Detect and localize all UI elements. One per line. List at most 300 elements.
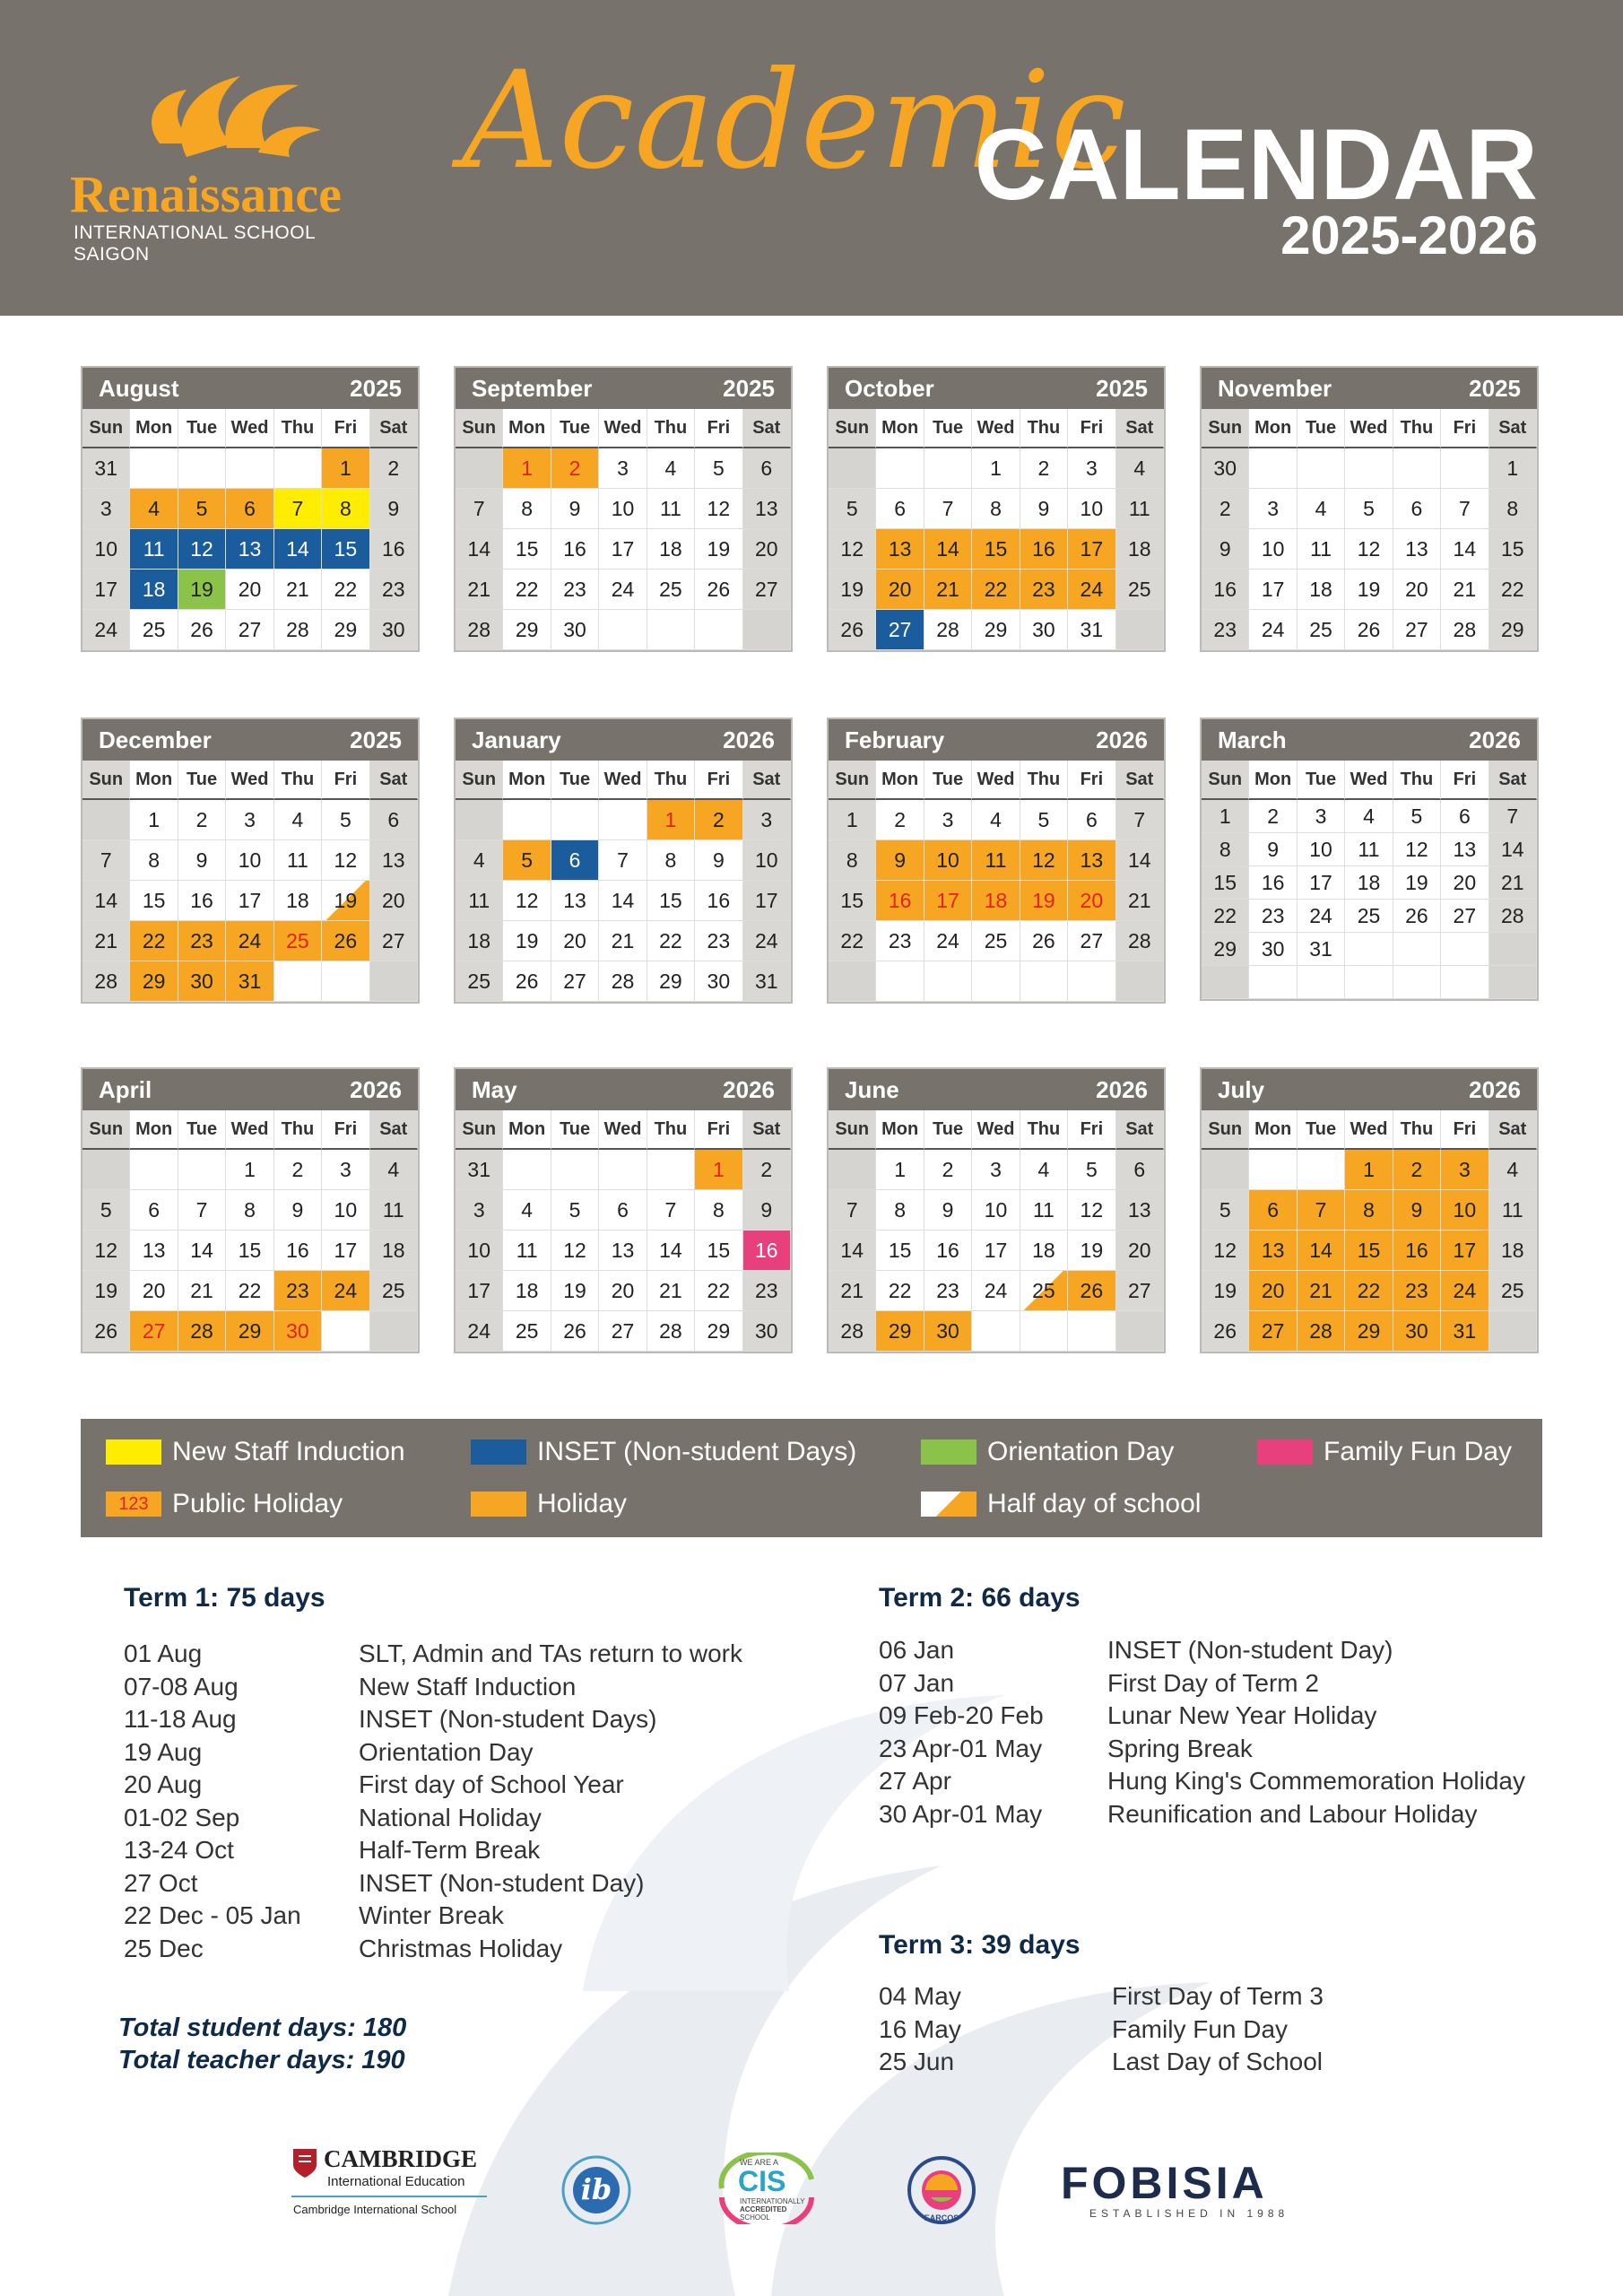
day-cell: 20 (551, 921, 599, 961)
day-cell: 5 (695, 448, 742, 489)
day-cell: 18 (1020, 1231, 1068, 1271)
weekday-header: Tue (1298, 1110, 1345, 1150)
weekday-header: Thu (274, 761, 322, 800)
day-cell: 14 (82, 881, 130, 921)
day-cell: 10 (1441, 1190, 1488, 1231)
month-october (827, 366, 1166, 652)
day-cell: 5 (1202, 1190, 1249, 1231)
day-cell: 28 (1298, 1311, 1345, 1352)
empty-day-cell (1020, 1311, 1068, 1352)
day-cell: 27 (1068, 921, 1115, 961)
weekday-header: Fri (1441, 761, 1488, 800)
day-cell: 15 (322, 529, 369, 570)
day-cell: 21 (924, 570, 972, 610)
day-cell: 28 (1116, 921, 1164, 961)
day-cell: 22 (503, 570, 551, 610)
day-cell: 6 (130, 1190, 178, 1231)
empty-day-cell (1249, 448, 1297, 489)
month-grid (456, 761, 791, 1002)
day-cell: 20 (1116, 1231, 1164, 1271)
weekday-header: Sat (743, 1110, 791, 1150)
day-cell: 9 (1249, 833, 1297, 866)
legend-new-staff (106, 1437, 405, 1467)
day-cell: 15 (1489, 529, 1537, 570)
cis-top-text: WE ARE A (740, 2158, 779, 2167)
day-cell: 13 (1441, 833, 1488, 866)
event-description: Orientation Day (359, 1737, 534, 1766)
day-cell: 12 (695, 489, 742, 529)
weekday-header: Sat (1116, 409, 1164, 448)
month-name: June (845, 1075, 899, 1103)
cis-sub3-text: SCHOOL (740, 2213, 770, 2222)
day-cell: 11 (1345, 833, 1393, 866)
day-cell: 4 (647, 448, 695, 489)
legend-orientation (921, 1437, 1174, 1467)
legend-half-day (921, 1489, 1201, 1519)
empty-day-cell (178, 448, 226, 489)
day-cell: 27 (876, 610, 924, 650)
day-cell: 11 (503, 1231, 551, 1271)
yellow-swatch-icon (106, 1439, 161, 1465)
day-cell: 28 (82, 961, 130, 1002)
month-year: 2025 (350, 374, 402, 402)
day-cell: 19 (322, 881, 369, 921)
day-cell: 23 (551, 570, 599, 610)
day-cell: 4 (1020, 1150, 1068, 1190)
month-april (81, 1067, 420, 1353)
weekday-header: Thu (647, 1110, 695, 1150)
day-cell: 23 (1202, 610, 1249, 650)
day-cell: 30 (178, 961, 226, 1002)
cambridge-school-text: Cambridge International School (293, 2203, 457, 2216)
day-cell: 6 (551, 840, 599, 881)
day-cell: 15 (226, 1231, 273, 1271)
day-cell: 10 (322, 1190, 369, 1231)
day-cell: 28 (274, 610, 322, 650)
day-cell: 27 (1116, 1271, 1164, 1311)
day-cell: 22 (130, 921, 178, 961)
weekday-header: Thu (1020, 409, 1068, 448)
day-cell: 8 (695, 1190, 742, 1231)
month-year: 2026 (350, 1075, 402, 1103)
weekday-header: Sat (1116, 1110, 1164, 1150)
day-cell: 30 (695, 961, 742, 1002)
weekday-header: Tue (178, 1110, 226, 1150)
weekday-header: Tue (551, 1110, 599, 1150)
day-cell: 6 (599, 1190, 647, 1231)
weekday-header: Wed (972, 1110, 1020, 1150)
day-cell: 8 (972, 489, 1020, 529)
empty-day-cell (972, 1311, 1020, 1352)
weekday-header: Mon (876, 1110, 924, 1150)
weekday-header: Fri (1068, 1110, 1115, 1150)
day-cell: 14 (1489, 833, 1537, 866)
month-name: January (472, 726, 561, 753)
day-cell: 9 (551, 489, 599, 529)
empty-day-cell (274, 448, 322, 489)
day-cell: 3 (82, 489, 130, 529)
event-date: 30 Apr-01 May (879, 1799, 1043, 1828)
day-cell: 20 (1249, 1271, 1297, 1311)
day-cell: 27 (1249, 1311, 1297, 1352)
event-date: 07 Jan (879, 1668, 955, 1697)
day-cell: 20 (743, 529, 791, 570)
empty-day-cell (1249, 966, 1297, 999)
day-cell: 5 (1068, 1150, 1115, 1190)
day-cell: 4 (130, 489, 178, 529)
day-cell: 24 (1068, 570, 1115, 610)
months-grid (81, 366, 1538, 1366)
day-cell: 24 (599, 570, 647, 610)
weekday-header: Mon (876, 409, 924, 448)
day-cell: 21 (82, 921, 130, 961)
weekday-header: Fri (695, 1110, 742, 1150)
day-cell: 7 (924, 489, 972, 529)
day-cell: 9 (924, 1190, 972, 1231)
day-cell: 26 (829, 610, 876, 650)
day-cell: 18 (1345, 866, 1393, 900)
day-cell: 24 (82, 610, 130, 650)
empty-day-cell (370, 961, 418, 1002)
cambridge-logo (291, 2145, 489, 2226)
day-cell: 30 (1202, 448, 1249, 489)
day-cell: 16 (370, 529, 418, 570)
month-header (82, 719, 418, 761)
empty-day-cell (1249, 1150, 1297, 1190)
day-cell: 25 (1116, 570, 1164, 610)
day-cell: 19 (1393, 866, 1441, 900)
term2-title: Term 2: 66 days (879, 1583, 1081, 1613)
day-cell: 21 (274, 570, 322, 610)
event-description: National Holiday (359, 1803, 542, 1831)
weekday-header: Sat (1489, 1110, 1537, 1150)
weekday-header: Sun (829, 1110, 876, 1150)
orange-swatch-icon (471, 1492, 526, 1517)
day-cell: 31 (456, 1150, 503, 1190)
event-date: 09 Feb-20 Feb (879, 1701, 1044, 1729)
month-name: August (99, 374, 179, 402)
month-header (829, 719, 1164, 761)
event-description: Winter Break (359, 1901, 504, 1929)
day-cell: 16 (924, 1231, 972, 1271)
day-cell: 10 (743, 840, 791, 881)
empty-day-cell (551, 1150, 599, 1190)
month-september (454, 366, 793, 652)
weekday-header: Sun (82, 1110, 130, 1150)
weekday-header: Sat (1489, 409, 1537, 448)
day-cell: 22 (972, 570, 1020, 610)
day-cell: 16 (1202, 570, 1249, 610)
day-cell: 21 (1441, 570, 1488, 610)
event-date: 25 Jun (879, 2048, 955, 2075)
event-description: First day of School Year (359, 1770, 624, 1798)
day-cell: 19 (1345, 570, 1393, 610)
empty-day-cell (924, 961, 972, 1002)
weekday-header: Tue (551, 409, 599, 448)
event-date: 11-18 Aug (124, 1705, 237, 1733)
weekday-header: Wed (226, 761, 273, 800)
month-year: 2026 (1096, 1075, 1148, 1103)
event-date: 07-08 Aug (124, 1672, 239, 1700)
event-description: First Day of Term 3 (1112, 1982, 1324, 2010)
day-cell: 2 (551, 448, 599, 489)
page-title-year: 2025-2026 (1280, 205, 1538, 265)
day-cell: 22 (695, 1271, 742, 1311)
weekday-header: Mon (130, 409, 178, 448)
day-cell: 5 (551, 1190, 599, 1231)
day-cell: 11 (274, 840, 322, 881)
weekday-header: Tue (178, 761, 226, 800)
empty-day-cell (456, 448, 503, 489)
weekday-header: Mon (503, 409, 551, 448)
empty-day-cell (829, 448, 876, 489)
pink-swatch-icon (1257, 1439, 1313, 1465)
day-cell: 20 (1441, 866, 1488, 900)
day-cell: 9 (1393, 1190, 1441, 1231)
day-cell: 30 (924, 1311, 972, 1352)
event-description: INSET (Non-student Day) (359, 1868, 645, 1897)
empty-day-cell (1068, 1311, 1115, 1352)
day-cell: 21 (647, 1271, 695, 1311)
day-cell: 28 (924, 610, 972, 650)
day-cell: 4 (972, 800, 1020, 840)
day-cell: 23 (1249, 900, 1297, 933)
empty-day-cell (130, 1150, 178, 1190)
empty-day-cell (1489, 1311, 1537, 1352)
day-cell: 4 (370, 1150, 418, 1190)
day-cell: 10 (1298, 833, 1345, 866)
weekday-header: Fri (1441, 1110, 1488, 1150)
day-cell: 16 (1393, 1231, 1441, 1271)
month-header (1202, 719, 1537, 761)
empty-day-cell (1393, 448, 1441, 489)
day-cell: 3 (1298, 800, 1345, 833)
day-cell: 19 (178, 570, 226, 610)
day-cell: 17 (972, 1231, 1020, 1271)
empty-day-cell (695, 610, 742, 650)
event-description: INSET (Non-student Days) (359, 1705, 657, 1733)
legend-inset (471, 1437, 856, 1467)
weekday-header: Wed (1345, 409, 1393, 448)
day-cell: 26 (1020, 921, 1068, 961)
day-cell: 17 (82, 570, 130, 610)
day-cell: 26 (1202, 1311, 1249, 1352)
day-cell: 26 (551, 1311, 599, 1352)
day-cell: 18 (1116, 529, 1164, 570)
day-cell: 21 (456, 570, 503, 610)
cambridge-divider (291, 2196, 487, 2197)
day-cell: 23 (1393, 1271, 1441, 1311)
day-cell: 5 (829, 489, 876, 529)
day-cell: 13 (1116, 1190, 1164, 1231)
empty-day-cell (829, 1150, 876, 1190)
month-name: April (99, 1075, 152, 1103)
event-date: 01-02 Sep (124, 1803, 240, 1831)
day-cell: 8 (829, 840, 876, 881)
month-name: May (472, 1075, 517, 1103)
day-cell: 13 (226, 529, 273, 570)
day-cell: 25 (130, 610, 178, 650)
empty-day-cell (924, 448, 972, 489)
day-cell: 26 (82, 1311, 130, 1352)
day-cell: 17 (226, 881, 273, 921)
month-year: 2026 (1469, 1075, 1521, 1103)
empty-day-cell (647, 610, 695, 650)
day-cell: 1 (130, 800, 178, 840)
public-holiday-swatch-icon: 123 (106, 1492, 161, 1517)
day-cell: 20 (370, 881, 418, 921)
day-cell: 23 (695, 921, 742, 961)
day-cell: 3 (1068, 448, 1115, 489)
day-cell: 18 (370, 1231, 418, 1271)
weekday-header: Fri (322, 1110, 369, 1150)
day-cell: 17 (1068, 529, 1115, 570)
weekday-header: Mon (876, 761, 924, 800)
day-cell: 28 (1489, 900, 1537, 933)
event-description: Lunar New Year Holiday (1107, 1701, 1377, 1729)
day-cell: 30 (1020, 610, 1068, 650)
day-cell: 5 (82, 1190, 130, 1231)
month-grid (1202, 409, 1537, 650)
day-cell: 5 (503, 840, 551, 881)
day-cell: 7 (178, 1190, 226, 1231)
cis-sub1-text: INTERNATIONALLY (740, 2197, 805, 2205)
weekday-header: Tue (1298, 761, 1345, 800)
earcos-logo (906, 2154, 977, 2226)
cis-text: CIS (738, 2165, 786, 2197)
day-cell: 10 (226, 840, 273, 881)
day-cell: 14 (829, 1231, 876, 1271)
day-cell: 27 (226, 610, 273, 650)
ib-text: ib (580, 2172, 612, 2206)
page-header (0, 0, 1623, 316)
day-cell: 22 (647, 921, 695, 961)
empty-day-cell (322, 961, 369, 1002)
weekday-header: Thu (647, 409, 695, 448)
event-description: Spring Break (1107, 1734, 1253, 1762)
month-year: 2026 (723, 1075, 775, 1103)
day-cell: 5 (322, 800, 369, 840)
empty-day-cell (829, 961, 876, 1002)
day-cell: 16 (695, 881, 742, 921)
day-cell: 31 (743, 961, 791, 1002)
weekday-header: Sun (82, 409, 130, 448)
day-cell: 4 (456, 840, 503, 881)
day-cell: 5 (1393, 800, 1441, 833)
weekday-header: Wed (1345, 1110, 1393, 1150)
event-date: 16 May (879, 2014, 961, 2043)
weekday-header: Sat (743, 761, 791, 800)
day-cell: 12 (178, 529, 226, 570)
cis-logo (704, 2152, 829, 2224)
weekday-header: Sun (1202, 409, 1249, 448)
month-year: 2025 (723, 374, 775, 402)
day-cell: 25 (1020, 1271, 1068, 1311)
day-cell: 11 (1116, 489, 1164, 529)
month-name: October (845, 374, 934, 402)
day-cell: 20 (226, 570, 273, 610)
event-date: 20 Aug (124, 1770, 203, 1798)
day-cell: 13 (1393, 529, 1441, 570)
day-cell: 11 (1020, 1190, 1068, 1231)
day-cell: 5 (1345, 489, 1393, 529)
month-grid (829, 409, 1164, 650)
empty-day-cell (1298, 1150, 1345, 1190)
day-cell: 28 (647, 1311, 695, 1352)
day-cell: 24 (743, 921, 791, 961)
weekday-header: Wed (226, 1110, 273, 1150)
weekday-header: Wed (599, 761, 647, 800)
day-cell: 3 (1441, 1150, 1488, 1190)
empty-day-cell (1298, 966, 1345, 999)
day-cell: 31 (82, 448, 130, 489)
weekday-header: Thu (1020, 1110, 1068, 1150)
month-header (456, 368, 791, 409)
weekday-header: Fri (1441, 409, 1488, 448)
month-july (1200, 1067, 1539, 1353)
month-name: July (1218, 1075, 1265, 1103)
day-cell: 25 (647, 570, 695, 610)
day-cell: 26 (695, 570, 742, 610)
empty-day-cell (599, 800, 647, 840)
day-cell: 25 (1489, 1271, 1537, 1311)
day-cell: 1 (972, 448, 1020, 489)
weekday-header: Sun (829, 761, 876, 800)
day-cell: 6 (1116, 1150, 1164, 1190)
day-cell: 2 (924, 1150, 972, 1190)
day-cell: 29 (226, 1311, 273, 1352)
day-cell: 21 (1489, 866, 1537, 900)
day-cell: 4 (1298, 489, 1345, 529)
day-cell: 2 (743, 1150, 791, 1190)
empty-day-cell (1020, 961, 1068, 1002)
month-grid (456, 409, 791, 650)
event-date: 27 Oct (124, 1868, 198, 1897)
weekday-header: Wed (1345, 761, 1393, 800)
day-cell: 3 (599, 448, 647, 489)
day-cell: 27 (370, 921, 418, 961)
month-march (1200, 718, 1539, 1001)
day-cell: 31 (1441, 1311, 1488, 1352)
day-cell: 9 (1202, 529, 1249, 570)
day-cell: 19 (1068, 1231, 1115, 1271)
event-description: Half-Term Break (359, 1836, 541, 1864)
day-cell: 12 (1345, 529, 1393, 570)
day-cell: 29 (1489, 610, 1537, 650)
total-teacher-days: Total teacher days: 190 (118, 2046, 405, 2074)
empty-day-cell (1116, 961, 1164, 1002)
day-cell: 14 (274, 529, 322, 570)
day-cell: 9 (178, 840, 226, 881)
day-cell: 30 (1249, 933, 1297, 966)
day-cell: 12 (503, 881, 551, 921)
day-cell: 18 (503, 1271, 551, 1311)
weekday-header: Sat (743, 409, 791, 448)
day-cell: 11 (370, 1190, 418, 1231)
day-cell: 11 (647, 489, 695, 529)
day-cell: 18 (274, 881, 322, 921)
day-cell: 28 (829, 1311, 876, 1352)
weekday-header: Fri (1068, 761, 1115, 800)
weekday-header: Mon (1249, 1110, 1297, 1150)
event-description: New Staff Induction (359, 1672, 577, 1700)
month-name: November (1218, 374, 1332, 402)
day-cell: 2 (695, 800, 742, 840)
day-cell: 27 (551, 961, 599, 1002)
day-cell: 12 (1393, 833, 1441, 866)
day-cell: 19 (695, 529, 742, 570)
day-cell: 9 (695, 840, 742, 881)
